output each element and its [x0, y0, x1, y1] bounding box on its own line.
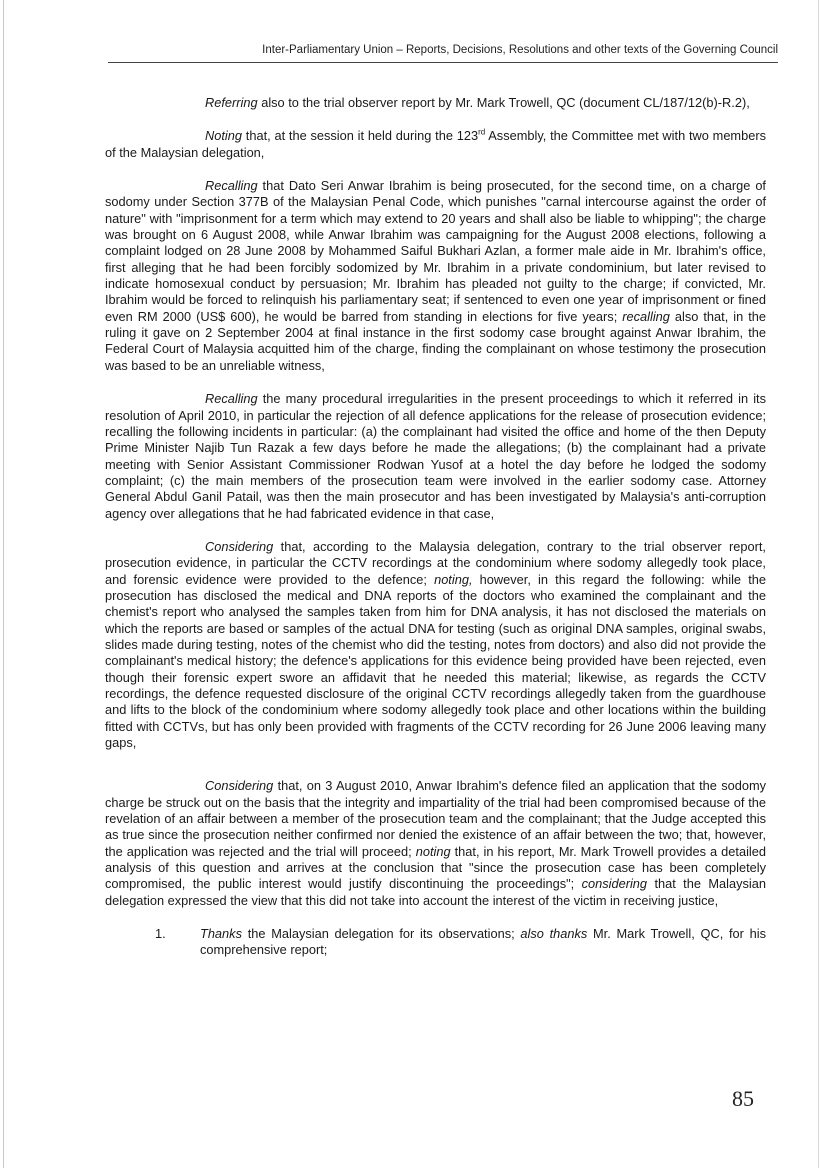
paragraph-text: that the Malaysian delegation expressed the view that this did not take into account the interest of the victim in receiving justice,: [105, 876, 766, 908]
lead-word: Referring: [205, 95, 258, 110]
lead-word: Recalling: [205, 391, 258, 407]
paragraph-referring: [105, 95, 766, 111]
paragraph-recalling-irregularities: [105, 391, 766, 522]
lead-word: Recalling: [205, 178, 258, 194]
document-body: [105, 95, 766, 959]
paragraph-text: that Dato Seri Anwar Ibrahim is being prosecuted, for the second time, on a charge of sodomy under Section 377B of the Malaysian Penal Code, which punishes "carnal intercourse against the order of nature" with "imprisonment for a term which may extend to 20 years and shall also be liable to whipping"; the charge was brought on 6 August 2008, while Anwar Ibrahim was campaigning for the August 2008 elections, following a complaint lodged on 28 June 2008 by Mohammed Saiful Bukhari Azlan, a former male aide in Mr. Ibrahim's office, first alleging that he had been forcibly sodomized by Mr. Ibrahim in a private condominium, but later revised to indicate homosexual conduct by persuasion; Mr. Ibrahim has pleaded not guilty to the charge; if convicted, Mr. Ibrahim would be forced to relinquish his parliamentary seat; if sentenced to even one year of imprisonment or fined even RM 2000 (US$ 600), he would be barred from standing in elections for five years;: [105, 178, 766, 324]
paragraph-recalling-charge: [105, 178, 766, 374]
scan-edge-left: [3, 0, 4, 1168]
lead-word: Thanks: [200, 926, 242, 942]
page-number: 85: [732, 1086, 754, 1111]
paragraph-text: however, in this regard the following: while the prosecution has disclosed the medical and DNA reports of the doctors who examined the complainant and the chemist's report who analysed the samples taken from him for DNA analysis, it has not disclosed the materials on which the reports are based or samples of the actual DNA for testing (such as original DNA samples, original swabs, slides made during testing, notes of the chemist who did the testing, notes from doctors) and also did not provide the complainant's medical history; the defence's applications for this evidence being provided have been rejected, even though their forensic expert swore an affidavit that he needed this material; likewise, as regards the CCTV recordings, the defence requested disclosure of the original CCTV recordings allegedly taken from the guardhouse and lifts to the block of the condominium where sodomy allegedly took place and other locations within the building fitted with CCTVs, but has only been provided with fragments of the CCTV recording for 26 June 2006 leaving many gaps,: [105, 571, 766, 751]
item-text: [200, 926, 766, 959]
paragraph-text: the Malaysian delegation for its observations;: [241, 926, 521, 942]
paragraph-text: that, on 3 August 2010, Anwar Ibrahim's defence filed an application that the sodomy charge be struck out on the basis that the integrity and impartiality of the trial had been compromised because of the revelation of an affair between a member of the prosecution team and the complainant; that the Judge accepted this as true since the prosecution neither confirmed nor denied the existence of an affair between the two; that, however, the application was rejected and the trial will proceed;: [105, 778, 766, 859]
paragraph-text: that, at the session it held during the 123: [242, 128, 479, 144]
paragraph-considering-evidence: [105, 539, 766, 751]
scan-edge-right: [818, 0, 819, 1168]
numbered-item-1: [105, 926, 766, 959]
paragraph-text: Assembly, the Committee met with two members of the Malaysian delegation,: [105, 128, 766, 160]
ordinal-suffix: rd: [478, 128, 486, 138]
paragraph-text: the many procedural irregularities in the present proceedings to which it referred in its resolution of April 2010, in particular the rejection of all defence applications for the release of prosecution evidence; recalling the following incidents in particular: (a) the complainant had visited the office and home of the then Deputy Prime Minister Najib Tun Razak a few days before he made the allegations; (b) the complainant had a private meeting with Senior Assistant Commissioner Rodwan Yusof at a hotel the day before he lodged the sodomy complaint; (c) the main members of the prosecution team were involved in the earlier sodomy case. Attorney General Abdul Ganil Patail, was then the main prosecutor and has been investigated by Malaysia's anti-corruption agency over allegations that he had fabricated evidence in that case,: [105, 391, 766, 521]
running-header: Inter-Parliamentary Union – Reports, Decisions, Resolutions and other texts of the Governing Council: [262, 44, 778, 56]
inline-emphasis: recalling: [622, 308, 670, 324]
paragraph-considering-application: [105, 778, 766, 909]
header-rule: [108, 62, 778, 63]
lead-word: Considering: [205, 538, 274, 554]
lead-word: Considering: [205, 778, 274, 794]
paragraph-text: also that, in the ruling it gave on 2 September 2004 at final instance in the first sodomy case brought against Anwar Ibrahim, the Federal Court of Malaysia acquitted him of the charge, finding the complainant on whose testimony the prosecution was based to be an unreliable witness,: [105, 308, 766, 373]
paragraph-text: that, according to the Malaysia delegation, contrary to the trial observer report, prosecution evidence, in particular the CCTV recordings at the condominium where sodomy allegedly took place, and forensic evidence were provided to the defence;: [105, 538, 766, 587]
item-number: 1.: [155, 926, 166, 942]
paragraph-text: that, in his report, Mr. Mark Trowell provides a detailed analysis of this question and arrives at the conclusion that "since the prosecution case has been completely compromised, the public interest would justify discontinuing the proceedings";: [105, 843, 766, 892]
inline-emphasis: noting,: [434, 571, 473, 587]
inline-emphasis: also thanks: [520, 926, 588, 942]
paragraph-text: also to the trial observer report by Mr. Mark Trowell, QC (document CL/187/12(b)-R.2),: [257, 95, 750, 110]
paragraph-noting: [105, 128, 766, 161]
lead-word: Noting: [205, 128, 242, 144]
inline-emphasis: noting: [415, 843, 451, 859]
paragraph-text: Mr. Mark Trowell, QC, for his comprehensive report;: [200, 926, 767, 958]
inline-emphasis: considering: [581, 876, 648, 892]
